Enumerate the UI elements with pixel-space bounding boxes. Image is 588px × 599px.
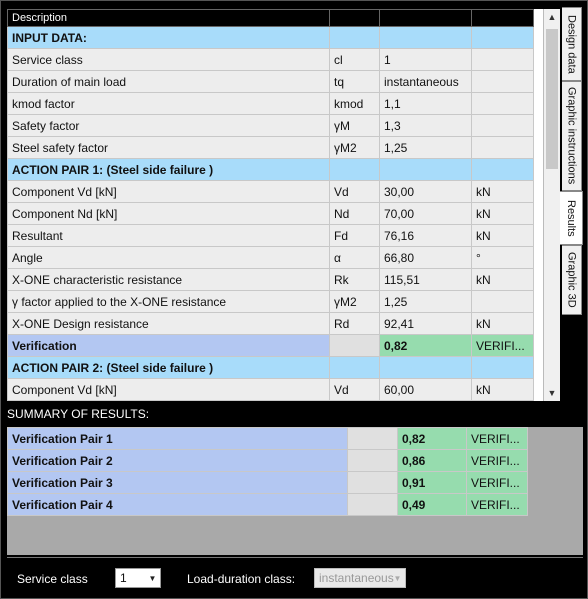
cell-description[interactable]: X-ONE Design resistance (8, 313, 330, 335)
cell-unit[interactable] (472, 27, 534, 49)
summary-grid[interactable] (7, 427, 583, 555)
cell-value[interactable]: 1,1 (380, 93, 472, 115)
cell-unit[interactable] (472, 93, 534, 115)
table-row[interactable] (8, 71, 534, 93)
cell-unit[interactable] (472, 49, 534, 71)
summary-cell-blank[interactable] (348, 472, 398, 494)
grid-vertical-scrollbar[interactable] (543, 9, 560, 401)
cell-value[interactable]: 92,41 (380, 313, 472, 335)
summary-row[interactable] (8, 494, 528, 516)
summary-cell-status[interactable]: VERIFI... (467, 450, 528, 472)
cell-unit[interactable] (472, 291, 534, 313)
cell-description[interactable]: INPUT DATA: (8, 27, 330, 49)
summary-cell-label[interactable]: Verification Pair 3 (8, 472, 348, 494)
tab-design-data-label: Design data (565, 14, 578, 74)
cell-symbol[interactable]: Vd (330, 181, 380, 203)
summary-cell-status[interactable]: VERIFI... (467, 494, 528, 516)
grid-header-col2[interactable] (330, 10, 380, 27)
cell-value[interactable]: 70,00 (380, 203, 472, 225)
cell-description[interactable]: Service class (8, 49, 330, 71)
table-row[interactable] (8, 313, 534, 335)
cell-symbol[interactable] (330, 357, 380, 379)
cell-symbol[interactable]: Fd (330, 225, 380, 247)
summary-row[interactable] (8, 472, 528, 494)
grid-header-description[interactable]: Description (8, 10, 330, 27)
cell-symbol[interactable]: γM (330, 115, 380, 137)
cell-unit[interactable] (472, 137, 534, 159)
service-class-select[interactable] (115, 568, 161, 588)
cell-value[interactable]: 1,25 (380, 291, 472, 313)
cell-unit[interactable] (472, 115, 534, 137)
summary-cell-blank[interactable] (348, 428, 398, 450)
table-row[interactable] (8, 49, 534, 71)
summary-cell-status[interactable]: VERIFI... (467, 472, 528, 494)
summary-row[interactable] (8, 450, 528, 472)
cell-symbol[interactable]: tq (330, 71, 380, 93)
summary-row[interactable] (8, 428, 528, 450)
grid-header-col4[interactable] (472, 10, 534, 27)
bottom-controls-bar (7, 557, 583, 595)
cell-description[interactable]: Verification (8, 335, 330, 357)
cell-value[interactable]: 30,00 (380, 181, 472, 203)
cell-symbol[interactable]: Rk (330, 269, 380, 291)
service-class-label: Service class (17, 572, 88, 586)
chevron-down-icon[interactable]: ▼ (393, 573, 402, 583)
cell-description[interactable]: Steel safety factor (8, 137, 330, 159)
section-row[interactable] (8, 27, 534, 49)
cell-unit[interactable]: kN (472, 203, 534, 225)
cell-description[interactable]: Component Vd [kN] (8, 379, 330, 401)
cell-symbol[interactable] (330, 27, 380, 49)
summary-cell-blank[interactable] (348, 494, 398, 516)
summary-cell-label[interactable]: Verification Pair 4 (8, 494, 348, 516)
cell-description[interactable]: X-ONE characteristic resistance (8, 269, 330, 291)
cell-description[interactable]: kmod factor (8, 93, 330, 115)
cell-description[interactable]: Duration of main load (8, 71, 330, 93)
grid-header-col3[interactable] (380, 10, 472, 27)
cell-description[interactable]: Component Nd [kN] (8, 203, 330, 225)
table-row[interactable] (8, 203, 534, 225)
tab-graphic-instructions-label: Graphic instructions (565, 87, 578, 185)
cell-description[interactable]: ACTION PAIR 1: (Steel side failure ) (8, 159, 330, 181)
cell-value[interactable]: 76,16 (380, 225, 472, 247)
section-row[interactable] (8, 159, 534, 181)
cell-symbol[interactable] (330, 159, 380, 181)
chevron-down-icon[interactable]: ▼ (148, 573, 157, 583)
tab-design-data[interactable] (562, 7, 582, 81)
summary-title: SUMMARY OF RESULTS: (7, 407, 150, 421)
vertical-tab-strip (562, 7, 584, 327)
summary-table (7, 427, 528, 516)
cell-description[interactable]: ACTION PAIR 2: (Steel side failure ) (8, 357, 330, 379)
cell-symbol[interactable] (330, 335, 380, 357)
scrollbar-thumb[interactable] (546, 29, 558, 169)
load-duration-label: Load-duration class: (187, 572, 296, 586)
table-row[interactable] (8, 269, 534, 291)
cell-symbol[interactable]: Rd (330, 313, 380, 335)
cell-symbol[interactable]: kmod (330, 93, 380, 115)
cell-unit[interactable]: kN (472, 225, 534, 247)
cell-value[interactable]: 1,25 (380, 137, 472, 159)
cell-value[interactable]: instantaneous (380, 71, 472, 93)
summary-cell-label[interactable]: Verification Pair 2 (8, 450, 348, 472)
scroll-up-arrow-icon[interactable]: ▲ (544, 9, 560, 25)
summary-cell-blank[interactable] (348, 450, 398, 472)
verification-row[interactable] (8, 335, 534, 357)
cell-unit[interactable]: ° (472, 247, 534, 269)
cell-unit[interactable] (472, 357, 534, 379)
cell-unit[interactable]: kN (472, 379, 534, 401)
cell-value[interactable] (380, 159, 472, 181)
table-row[interactable] (8, 137, 534, 159)
cell-symbol[interactable]: γM2 (330, 291, 380, 313)
summary-cell-label[interactable]: Verification Pair 1 (8, 428, 348, 450)
cell-value[interactable]: 66,80 (380, 247, 472, 269)
cell-unit[interactable]: VERIFI... (472, 335, 534, 357)
summary-cell-value[interactable]: 0,49 (398, 494, 467, 516)
table-row[interactable] (8, 247, 534, 269)
cell-unit[interactable]: kN (472, 181, 534, 203)
results-table (7, 9, 534, 401)
section-row[interactable] (8, 357, 534, 379)
cell-value[interactable]: 115,51 (380, 269, 472, 291)
cell-value[interactable]: 1 (380, 49, 472, 71)
summary-cell-status[interactable]: VERIFI... (467, 428, 528, 450)
cell-unit[interactable]: kN (472, 269, 534, 291)
cell-symbol[interactable]: Vd (330, 379, 380, 401)
table-row[interactable] (8, 379, 534, 401)
cell-symbol[interactable]: γM2 (330, 137, 380, 159)
results-grid[interactable] (7, 9, 543, 401)
tab-graphic-instructions[interactable] (562, 81, 582, 191)
cell-unit[interactable]: kN (472, 313, 534, 335)
cell-value[interactable]: 1,3 (380, 115, 472, 137)
load-duration-select[interactable] (314, 568, 406, 588)
cell-unit[interactable] (472, 71, 534, 93)
cell-value[interactable]: 0,82 (380, 335, 472, 357)
cell-description[interactable]: Safety factor (8, 115, 330, 137)
table-row[interactable] (8, 181, 534, 203)
cell-description[interactable]: Resultant (8, 225, 330, 247)
tab-graphic-3d-label: Graphic 3D (565, 252, 578, 308)
cell-symbol[interactable]: cl (330, 49, 380, 71)
cell-symbol[interactable]: Nd (330, 203, 380, 225)
summary-cell-value[interactable]: 0,86 (398, 450, 467, 472)
tab-graphic-3d[interactable] (562, 245, 582, 315)
tab-results-label: Results (565, 199, 577, 237)
grid-header-row (8, 10, 534, 27)
summary-cell-value[interactable]: 0,91 (398, 472, 467, 494)
table-row[interactable] (8, 93, 534, 115)
summary-cell-value[interactable]: 0,82 (398, 428, 467, 450)
table-row[interactable] (8, 291, 534, 313)
cell-description[interactable]: Component Vd [kN] (8, 181, 330, 203)
service-class-value: 1 (120, 571, 127, 585)
table-row[interactable] (8, 115, 534, 137)
cell-symbol[interactable]: α (330, 247, 380, 269)
load-duration-value: instantaneous (319, 571, 394, 585)
table-row[interactable] (8, 225, 534, 247)
cell-value[interactable] (380, 357, 472, 379)
scroll-down-arrow-icon[interactable]: ▼ (544, 385, 560, 401)
cell-value[interactable] (380, 27, 472, 49)
tab-results[interactable] (560, 191, 583, 245)
cell-description[interactable]: γ factor applied to the X-ONE resistance (8, 291, 330, 313)
cell-description[interactable]: Angle (8, 247, 330, 269)
cell-unit[interactable] (472, 159, 534, 181)
cell-value[interactable]: 60,00 (380, 379, 472, 401)
